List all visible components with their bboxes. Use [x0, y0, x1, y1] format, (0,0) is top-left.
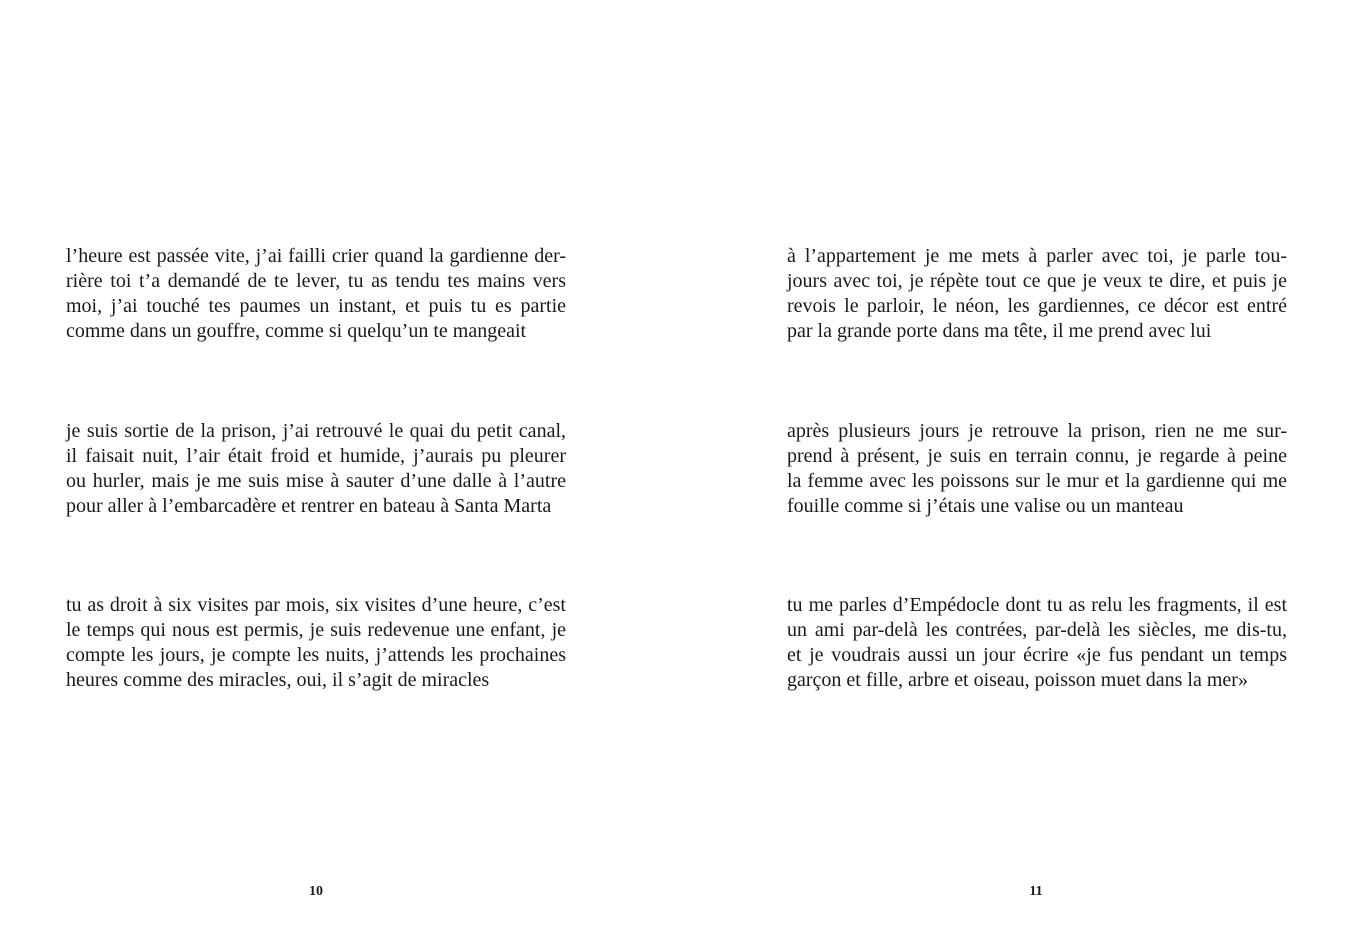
- right-stanza-3: [787, 593, 1287, 693]
- text-line: prend à présent, je suis en terrain connu, je regarde à peine: [787, 445, 1287, 467]
- text-line: je suis sortie de la prison, j’ai retrouvé le quai du petit canal,: [66, 420, 566, 442]
- text-line: moi, j’ai touché tes paumes un instant, et puis tu es partie: [66, 295, 566, 317]
- left-stanza-2: [66, 419, 566, 519]
- text-line: tu as droit à six visites par mois, six visites d’une heure, c’est: [66, 594, 566, 616]
- text-line: pour aller à l’embarcadère et rentrer en bateau à Santa Marta: [66, 495, 552, 517]
- text-line: rière toi t’a demandé de te lever, tu as tendu tes mains vers: [66, 270, 566, 292]
- text-line: fouille comme si j’étais une valise ou un manteau: [787, 495, 1184, 517]
- text-line: le temps qui nous est permis, je suis redevenue une enfant, je: [66, 619, 566, 641]
- text-line: et je voudrais aussi un jour écrire «je fus pendant un temps: [787, 644, 1287, 666]
- text-line: un ami par-delà les contrées, par-delà les siècles, me dis-tu,: [787, 619, 1287, 641]
- text-line: à l’appartement je me mets à parler avec toi, je parle tou-: [787, 245, 1287, 267]
- text-line: heures comme des miracles, oui, il s’agit de miracles: [66, 669, 490, 691]
- page-number-right: 11: [1029, 884, 1043, 899]
- text-line: l’heure est passée vite, j’ai failli crier quand la gardienne der-: [66, 245, 566, 267]
- text-line: compte les jours, je compte les nuits, j’attends les prochaines: [66, 644, 566, 666]
- page-number-left: 10: [309, 884, 323, 899]
- left-page: [66, 0, 566, 948]
- text-line: garçon et fille, arbre et oiseau, poisson muet dans la mer»: [787, 669, 1248, 691]
- text-line: comme dans un gouffre, comme si quelqu’un te mangeait: [66, 320, 527, 342]
- text-line: après plusieurs jours je retrouve la prison, rien ne me sur-: [787, 420, 1287, 442]
- text-line: tu me parles d’Empédocle dont tu as relu les fragments, il est: [787, 594, 1287, 616]
- text-line: par la grande porte dans ma tête, il me prend avec lui: [787, 320, 1212, 342]
- left-stanza-1: [66, 244, 566, 344]
- right-stanza-1: [787, 244, 1287, 344]
- text-line: la femme avec les poissons sur le mur et la gardienne qui me: [787, 470, 1287, 492]
- text-line: il faisait nuit, l’air était froid et humide, j’aurais pu pleurer: [66, 445, 566, 467]
- left-stanza-3: [66, 593, 566, 693]
- text-line: revois le parloir, le néon, les gardiennes, ce décor est entré: [787, 295, 1287, 317]
- right-stanza-2: [787, 419, 1287, 519]
- text-line: ou hurler, mais je me suis mise à sauter d’une dalle à l’autre: [66, 470, 566, 492]
- text-line: jours avec toi, je répète tout ce que je veux te dire, et puis je: [787, 270, 1287, 292]
- right-page: [787, 0, 1287, 948]
